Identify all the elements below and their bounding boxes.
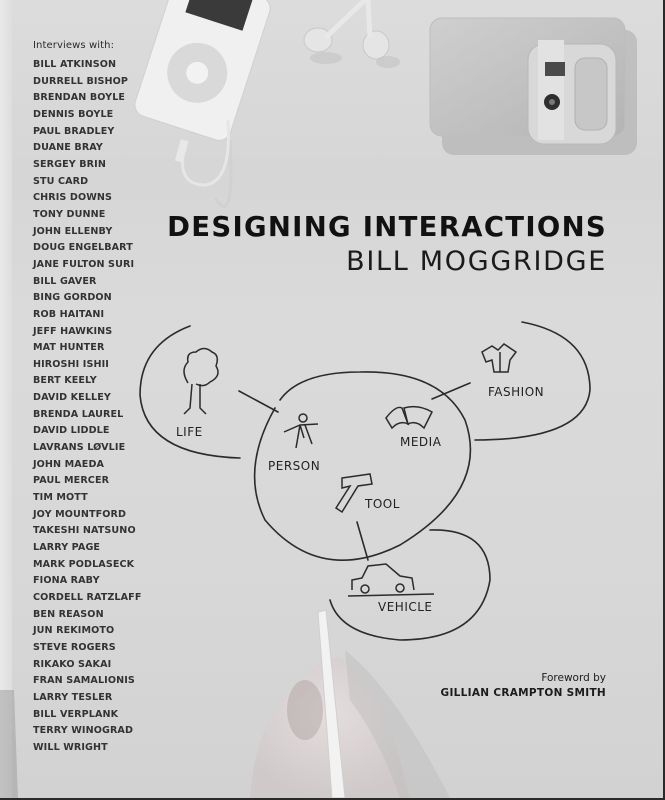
- tree-icon: [184, 349, 218, 415]
- interviewee-name: STEVE ROGERS: [33, 641, 116, 653]
- interviewee-name: DURRELL BISHOP: [33, 75, 129, 87]
- interviewee-name: LARRY TESLER: [33, 691, 113, 703]
- life-label: LIFE: [176, 425, 203, 439]
- person-label: PERSON: [268, 459, 321, 473]
- interviewee-name: STU CARD: [33, 175, 89, 187]
- book-icon: [386, 407, 432, 428]
- interviewee-name: FIONA RABY: [33, 575, 100, 587]
- book-title: DESIGNING INTERACTIONS: [167, 211, 607, 243]
- interviewee-name: JUN REKIMOTO: [33, 625, 115, 637]
- fashion-label: FASHION: [488, 385, 545, 399]
- vehicle-label: VEHICLE: [378, 600, 433, 614]
- shirt-icon: [482, 344, 516, 372]
- interviewee-name: SERGEY BRIN: [33, 158, 106, 170]
- interviewee-name: JOY MOUNTFORD: [33, 508, 127, 520]
- tool-label: TOOL: [365, 497, 400, 511]
- interviewee-name: TAKESHI NATSUNO: [33, 525, 136, 537]
- interviewee-name: ROB HAITANI: [33, 308, 105, 320]
- interviewee-name: WILL WRIGHT: [33, 741, 108, 753]
- interviewee-name: RIKAKO SAKAI: [33, 658, 112, 670]
- interviewee-name: PAUL BRADLEY: [33, 125, 115, 137]
- interviewee-names: [33, 57, 143, 757]
- interviewee-name: BERT KEELY: [33, 375, 97, 387]
- interviews-list: [33, 40, 143, 757]
- interviewee-name: LAVRANS LØVLIE: [33, 442, 126, 454]
- interviewee-name: BILL GAVER: [33, 275, 97, 287]
- phone-camera-icon: [430, 18, 637, 155]
- interviewee-name: BILL ATKINSON: [33, 59, 117, 70]
- interviewee-name: BEN REASON: [33, 608, 104, 620]
- interviewee-name: BRENDA LAUREL: [33, 408, 124, 420]
- vehicle-circle: [330, 530, 490, 640]
- interviewee-name: JOHN ELLENBY: [33, 225, 113, 237]
- interviewee-name: TONY DUNNE: [33, 208, 106, 220]
- car-icon: [348, 564, 434, 596]
- shadow: [0, 690, 18, 798]
- interviewee-name: DUANE BRAY: [33, 142, 103, 154]
- person-icon: [284, 414, 318, 448]
- interviewee-name: TIM MOTT: [33, 492, 88, 504]
- interviewee-name: JEFF HAWKINS: [33, 325, 113, 337]
- interviewee-name: MAT HUNTER: [33, 342, 105, 354]
- title-block: [167, 210, 607, 280]
- interviewee-name: DAVID KELLEY: [33, 392, 111, 404]
- interviewee-name: BILL VERPLANK: [33, 708, 119, 720]
- earbuds-icon: [304, 0, 400, 68]
- mp3-player-icon: [132, 0, 273, 206]
- interviewee-name: TERRY WINOGRAD: [33, 725, 134, 737]
- media-label: MEDIA: [400, 435, 442, 449]
- interviews-heading: Interviews with:: [33, 40, 115, 51]
- interviewee-name: BING GORDON: [33, 292, 112, 304]
- interviewee-name: CORDELL RATZLAFF: [33, 592, 142, 603]
- fashion-circle: [475, 322, 590, 440]
- foreword-label: Foreword by: [541, 672, 606, 684]
- interviewee-name: DOUG ENGELBART: [33, 242, 133, 254]
- foreword-author: GILLIAN CRAMPTON SMITH: [440, 687, 606, 699]
- interviewee-name: DAVID LIDDLE: [33, 425, 110, 437]
- foreword-credit: [441, 671, 606, 701]
- interviewee-name: LARRY PAGE: [33, 542, 101, 554]
- interviewee-name: JOHN MAEDA: [33, 458, 105, 470]
- interviewee-name: FRAN SAMALIONIS: [33, 675, 135, 687]
- interviewee-name: JANE FULTON SURI: [33, 258, 135, 270]
- interviewee-name: DENNIS BOYLE: [33, 108, 114, 120]
- interviewee-name: CHRIS DOWNS: [33, 192, 113, 204]
- interviewee-name: BRENDAN BOYLE: [33, 92, 126, 104]
- interviewee-name: PAUL MERCER: [33, 475, 110, 487]
- book-author: BILL MOGGRIDGE: [346, 246, 607, 277]
- interviewee-name: MARK PODLASECK: [33, 558, 135, 570]
- interviewee-name: HIROSHI ISHII: [33, 358, 109, 370]
